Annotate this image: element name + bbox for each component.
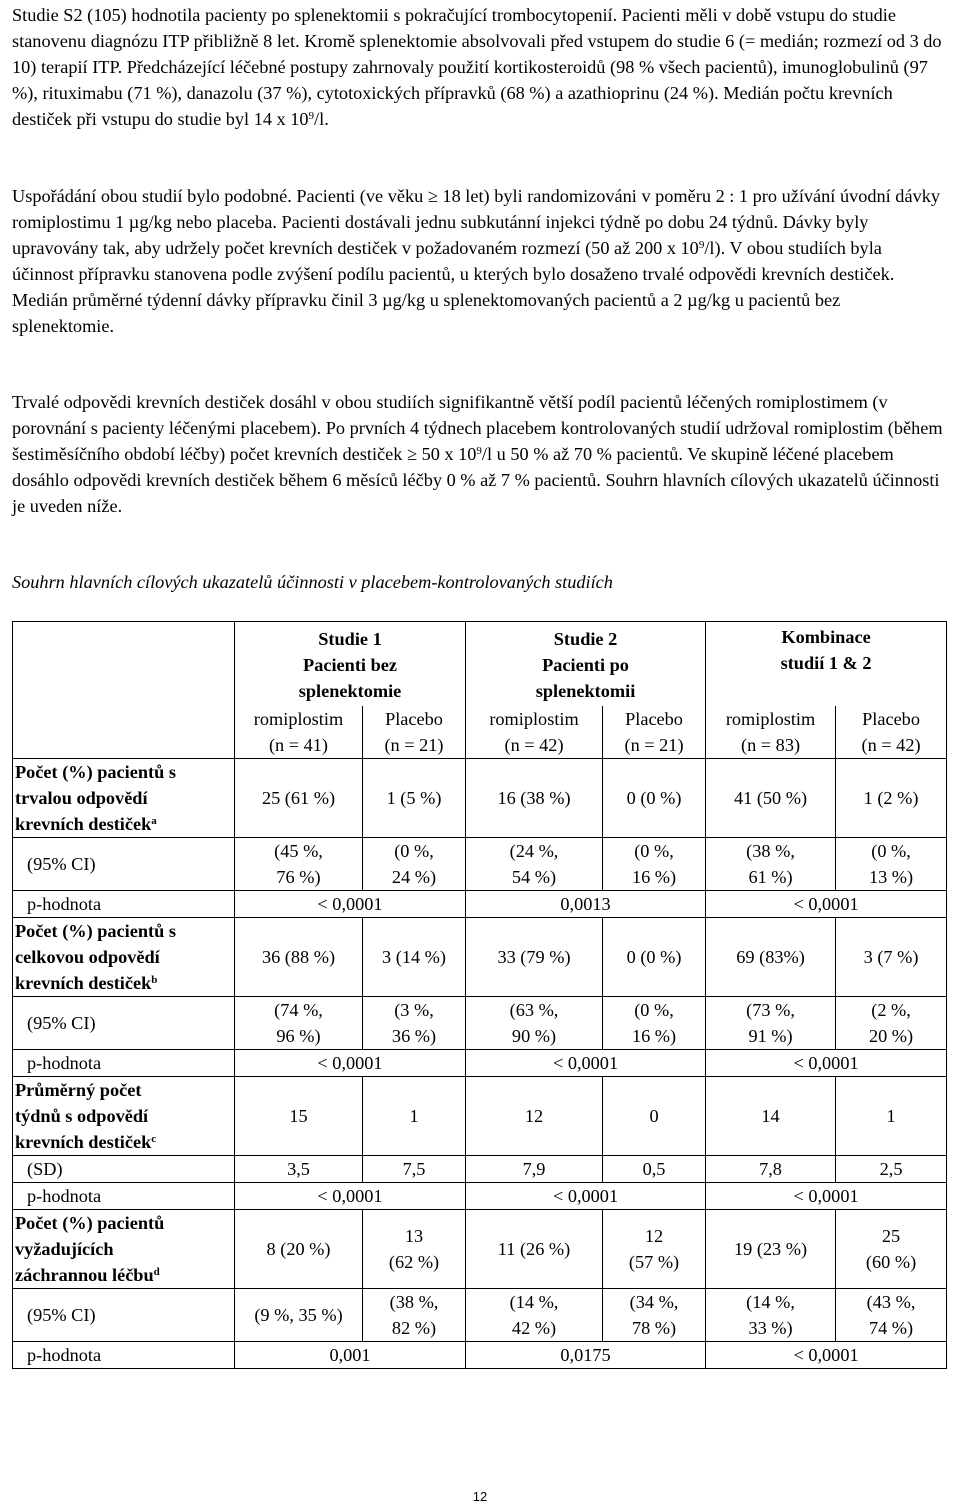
table-cell: 12	[466, 1076, 603, 1155]
arm-header	[603, 706, 706, 759]
row-mean-weeks	[13, 1076, 947, 1155]
row-p-value	[13, 1182, 947, 1209]
table-cell: 69 (83%)	[706, 917, 836, 996]
paragraph-text: /l u 50 % až 70 % pacientů. Ve skupině léčené placebem dosáhlo odpovědi krevních destiček během 6 měsíců léčby 0 % až 7 % pacientů. Souhrn hlavních cílových ukazatelů účinnosti je uveden níže.	[12, 444, 940, 516]
arm-header	[706, 706, 836, 759]
value-line: 19 (23 %)	[733, 1238, 808, 1259]
table-cell	[836, 837, 947, 890]
row-label	[13, 1209, 235, 1288]
group-title: Studie 2	[553, 628, 618, 649]
arm-name: romiplostim	[489, 708, 579, 729]
label-line: Počet (%) pacientů s	[15, 920, 176, 941]
arm-n: (n = 21)	[624, 734, 684, 755]
header-row-groups	[13, 622, 947, 706]
arm-name: Placebo	[625, 708, 683, 729]
ci-line: 61 %)	[748, 866, 793, 887]
table-cell	[466, 1288, 603, 1341]
arm-n: (n = 42)	[861, 734, 921, 755]
row-label: (95% CI)	[13, 837, 235, 890]
header-group-study2	[466, 622, 706, 706]
ci-line: (9 %, 35 %)	[254, 1304, 343, 1325]
ci-line: 54 %)	[511, 866, 557, 887]
superscript: 9	[308, 110, 315, 122]
paragraph-study-design	[12, 183, 946, 339]
ci-line: (43 %,	[866, 1291, 916, 1312]
label-line: Počet (%) pacientů s	[15, 761, 176, 782]
row-p-value	[13, 890, 947, 917]
arm-n: (n = 41)	[268, 734, 329, 755]
ci-line: 76 %)	[276, 866, 321, 887]
table-cell: < 0,0001	[706, 890, 947, 917]
ci-line: (38 %,	[746, 840, 795, 861]
table-cell	[706, 1209, 836, 1288]
group-title: Kombinace	[781, 627, 871, 647]
table-caption: Souhrn hlavních cílových ukazatelů účinnosti v placebem-kontrolovaných studiích	[12, 572, 613, 592]
group-subtitle: Pacienti po	[542, 654, 629, 675]
ci-line: 42 %)	[511, 1317, 557, 1338]
row-label	[13, 1076, 235, 1155]
table-cell	[603, 1288, 706, 1341]
table-cell: 1	[836, 1076, 947, 1155]
arm-name: romiplostim	[725, 708, 816, 729]
table-cell	[603, 996, 706, 1049]
arm-header	[363, 706, 466, 759]
row-label: (95% CI)	[13, 996, 235, 1049]
ci-line: (0 %,	[871, 840, 911, 861]
row-ci	[13, 1288, 947, 1341]
label-line: krevních destiček	[15, 972, 152, 993]
table-cell: < 0,0001	[466, 1182, 706, 1209]
paragraph-text: Trvalé odpovědi krevních destiček dosáhl v obou studiích signifikantně větší podíl pacientů léčených romiplostimem (v porovnání s pacienty léčenými placebem). Po prvních 4 týdnech placebem kontrolovaných studií udržoval romiplostim (během šestiměsíčního období léčby) počet krevních destiček ≥ 50 x 10	[12, 392, 943, 464]
table-cell: 41 (50 %)	[706, 758, 836, 837]
row-overall-response	[13, 917, 947, 996]
table-cell: 7,8	[706, 1155, 836, 1182]
row-p-value	[13, 1341, 947, 1368]
label-line: týdnů s odpovědí	[15, 1105, 149, 1126]
superscript: 9	[476, 445, 482, 457]
table-cell: 0,0175	[466, 1341, 706, 1368]
table-cell	[363, 1288, 466, 1341]
ci-line: 33 %)	[748, 1317, 793, 1338]
group-subtitle: Pacienti bez	[303, 654, 397, 675]
row-label	[13, 758, 235, 837]
group-subtitle: splenektomie	[298, 680, 402, 701]
ci-line: (63 %,	[509, 999, 559, 1020]
footnote-marker: c	[151, 1132, 157, 1145]
table-cell: 0 (0 %)	[603, 758, 706, 837]
paragraph-text: /l.	[314, 109, 329, 129]
row-rescue-therapy	[13, 1209, 947, 1288]
table-cell: 2,5	[836, 1155, 947, 1182]
ci-line: 20 %)	[868, 1025, 914, 1046]
table-cell	[363, 996, 466, 1049]
row-ci	[13, 837, 947, 890]
ci-line: (24 %,	[509, 840, 559, 861]
table-cell: 15	[235, 1076, 363, 1155]
ci-line: 91 %)	[748, 1025, 793, 1046]
value-line: (62 %)	[388, 1251, 440, 1272]
ci-line: (34 %,	[629, 1291, 679, 1312]
arm-name: romiplostim	[253, 708, 344, 729]
arm-name: Placebo	[385, 708, 443, 729]
header-empty-cell	[13, 622, 235, 706]
arm-n: (n = 42)	[504, 734, 564, 755]
row-label: p-hodnota	[13, 890, 235, 917]
ci-line: 16 %)	[631, 1025, 677, 1046]
ci-line: 96 %)	[276, 1025, 321, 1046]
row-label	[13, 917, 235, 996]
ci-line: (45 %,	[274, 840, 323, 861]
table-cell: 1	[363, 1076, 466, 1155]
table-cell: 0,001	[235, 1341, 466, 1368]
table-cell: 3,5	[235, 1155, 363, 1182]
paragraph-results	[12, 389, 946, 519]
value-line: 11 (26 %)	[497, 1238, 571, 1259]
header-group-study1	[235, 622, 466, 706]
row-label: p-hodnota	[13, 1182, 235, 1209]
paragraph-study-s2	[12, 2, 946, 132]
table-cell: 33 (79 %)	[466, 917, 603, 996]
ci-line: (2 %,	[871, 999, 911, 1020]
footnote-marker: b	[151, 973, 158, 986]
table-cell	[235, 837, 363, 890]
ci-line: 82 %)	[391, 1317, 437, 1338]
arm-header	[235, 706, 363, 759]
table-cell: < 0,0001	[466, 1049, 706, 1076]
arm-n: (n = 21)	[384, 734, 444, 755]
ci-line: 78 %)	[631, 1317, 677, 1338]
table-cell: 1 (5 %)	[363, 758, 466, 837]
ci-line: (38 %,	[389, 1291, 439, 1312]
header-group-combined	[706, 622, 947, 706]
table-cell	[706, 996, 836, 1049]
ci-line: 16 %)	[631, 866, 677, 887]
table-cell	[235, 1288, 363, 1341]
table-cell: 1 (2 %)	[836, 758, 947, 837]
table-cell	[603, 1209, 706, 1288]
ci-line: 36 %)	[391, 1025, 437, 1046]
row-p-value	[13, 1049, 947, 1076]
label-line: Počet (%) pacientů	[15, 1212, 165, 1233]
table-cell	[706, 1288, 836, 1341]
ci-line: 24 %)	[391, 866, 437, 887]
value-line: 13	[404, 1225, 424, 1246]
ci-line: (14 %,	[509, 1291, 559, 1312]
ci-line: (73 %,	[746, 999, 795, 1020]
ci-line: 90 %)	[511, 1025, 557, 1046]
table-cell: 36 (88 %)	[235, 917, 363, 996]
arm-header	[836, 706, 947, 759]
table-cell	[235, 996, 363, 1049]
row-label: (95% CI)	[13, 1288, 235, 1341]
arm-n: (n = 83)	[741, 734, 801, 755]
table-cell: 3 (7 %)	[836, 917, 947, 996]
value-line: 8 (20 %)	[266, 1238, 331, 1259]
paragraph-text: Uspořádání obou studií bylo podobné. Pacienti (ve věku ≥ 18 let) byli randomizováni v poměru 2 : 1 pro užívání úvodní dávky romiplostimu 1 µg/kg nebo placeba. Pacienti dostávali jednu subkutánní injekci týdně po dobu 24 týdnů. Dávky byly upravovány tak, aby udržely počet krevních destiček v požadovaném rozmezí (50 až 200 x 10	[12, 186, 940, 258]
header-empty-cell	[13, 706, 235, 759]
table-cell: < 0,0001	[235, 890, 466, 917]
table-cell: 7,9	[466, 1155, 603, 1182]
row-sd	[13, 1155, 947, 1182]
label-line: celkovou odpovědí	[15, 946, 160, 967]
table-cell: 3 (14 %)	[363, 917, 466, 996]
table-cell	[363, 1209, 466, 1288]
table-cell: < 0,0001	[706, 1341, 947, 1368]
table-cell: 14	[706, 1076, 836, 1155]
row-label: (SD)	[13, 1155, 235, 1182]
group-subtitle: studií 1 & 2	[780, 653, 872, 673]
paragraph-text: /l). V obou studiích byla účinnost přípravku stanovena podle zvýšení podílu pacientů, u kterých bylo dosaženo trvalé odpovědi krevních destiček. Medián průměrné týdenní dávky přípravku činil 3 µg/kg u splenektomovaných pacientů a 2 µg/kg u pacientů bez splenektomie.	[12, 238, 895, 336]
table-cell	[466, 1209, 603, 1288]
table-cell: 7,5	[363, 1155, 466, 1182]
row-ci	[13, 996, 947, 1049]
header-row-arms	[13, 706, 947, 759]
ci-line: (3 %,	[394, 999, 434, 1020]
efficacy-table	[12, 621, 947, 1369]
table-cell: 0 (0 %)	[603, 917, 706, 996]
arm-name: Placebo	[862, 708, 920, 729]
page-number: 12	[472, 1489, 488, 1504]
ci-line: (14 %,	[746, 1291, 795, 1312]
value-line: 25	[881, 1225, 901, 1246]
table-cell: < 0,0001	[706, 1182, 947, 1209]
ci-line: (0 %,	[634, 840, 674, 861]
paragraph-text: Studie S2 (105) hodnotila pacienty po splenektomii s pokračující trombocytopenií. Pacienti měli v době vstupu do studie stanovenu diagnózu ITP přibližně 8 let. Kromě splenektomie absolvovali před vstupem do studie 6 (= medián; rozmezí od 3 do 10) terapií ITP. Předcházející léčebné postupy zahrnovaly použití kortikosteroidů (98 % všech pacientů), imunoglobulinů (97 %), rituximabu (71 %), danazolu (37 %), cytotoxických přípravků (68 %) a azathioprinu (24 %). Medián počtu krevních destiček při vstupu do studie byl 14 x 10	[12, 5, 942, 129]
table-cell	[836, 1209, 947, 1288]
table-cell	[466, 996, 603, 1049]
arm-header	[466, 706, 603, 759]
table-cell: < 0,0001	[706, 1049, 947, 1076]
table-cell: 0,5	[603, 1155, 706, 1182]
ci-line: (74 %,	[274, 999, 323, 1020]
label-line: Průměrný počet	[15, 1079, 142, 1100]
table-cell	[235, 1209, 363, 1288]
superscript: 9	[698, 239, 705, 251]
ci-line: 13 %)	[868, 866, 914, 887]
table-cell	[706, 837, 836, 890]
footnote-marker: a	[151, 814, 157, 827]
ci-line: (0 %,	[394, 840, 434, 861]
table-cell	[836, 996, 947, 1049]
label-line: záchrannou léčbu	[15, 1264, 154, 1285]
table-cell: 0,0013	[466, 890, 706, 917]
group-title: Studie 1	[318, 628, 382, 649]
table-cell	[363, 837, 466, 890]
label-line: vyžadujících	[15, 1238, 114, 1259]
label-line: trvalou odpovědí	[15, 787, 148, 808]
row-label: p-hodnota	[13, 1341, 235, 1368]
value-line: (57 %)	[628, 1251, 680, 1272]
table-cell	[836, 1288, 947, 1341]
value-line: (60 %)	[865, 1251, 917, 1272]
row-label: p-hodnota	[13, 1049, 235, 1076]
table-cell	[603, 837, 706, 890]
table-cell: 0	[603, 1076, 706, 1155]
value-line: 12	[644, 1225, 664, 1246]
table-cell: < 0,0001	[235, 1049, 466, 1076]
ci-line: (0 %,	[634, 999, 674, 1020]
label-line: krevních destiček	[15, 1131, 152, 1152]
group-subtitle: splenektomii	[535, 680, 636, 701]
table-cell: 16 (38 %)	[466, 758, 603, 837]
footnote-marker: d	[153, 1265, 160, 1278]
table-cell	[466, 837, 603, 890]
row-durable-response	[13, 758, 947, 837]
table-cell: 25 (61 %)	[235, 758, 363, 837]
label-line: krevních destiček	[15, 813, 152, 834]
ci-line: 74 %)	[868, 1317, 914, 1338]
table-cell: < 0,0001	[235, 1182, 466, 1209]
